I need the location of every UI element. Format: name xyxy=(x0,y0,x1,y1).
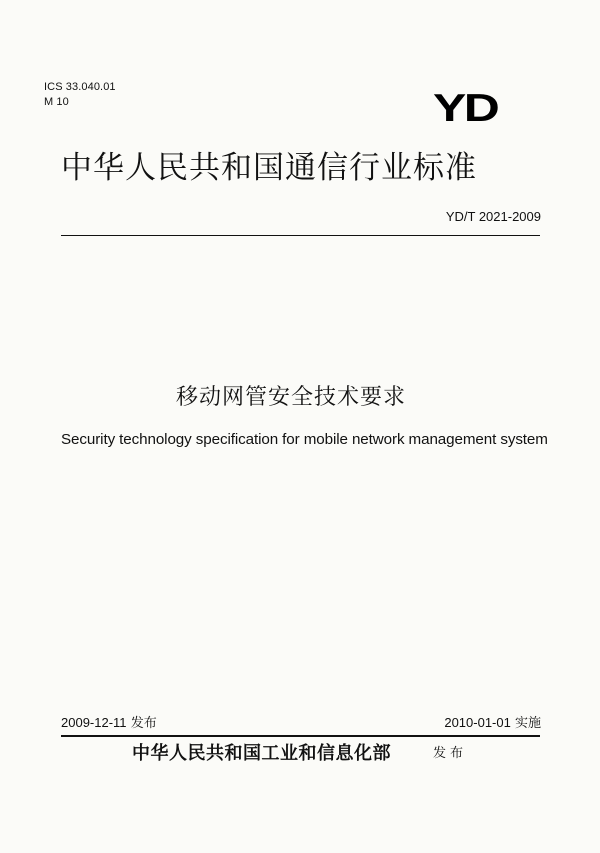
ics-code: ICS 33.040.01 xyxy=(44,81,116,93)
classification-codes xyxy=(44,80,116,110)
ccs-code: M 10 xyxy=(44,96,69,108)
implementation-label: 实施 xyxy=(514,716,541,731)
publisher-name: 中华人民共和国工业和信息化部 xyxy=(132,743,391,764)
standard-number: YD/T 2021-2009 xyxy=(445,209,541,224)
publisher-suffix: 发布 xyxy=(433,746,468,761)
bottom-divider xyxy=(61,735,540,737)
top-divider xyxy=(61,235,540,236)
issue-label: 发布 xyxy=(130,716,157,731)
chinese-document-title: 移动网管安全技术要求 xyxy=(176,385,407,410)
issue-date-line xyxy=(61,715,157,732)
industry-standard-title: 中华人民共和国通信行业标准 xyxy=(61,150,477,186)
yd-logo: YD xyxy=(433,87,498,130)
english-document-title: Security technology specification for mobile network management system xyxy=(61,431,548,448)
implementation-date-line xyxy=(444,715,541,732)
implementation-date: 2010-01-01 xyxy=(444,715,511,730)
issue-date: 2009-12-11 xyxy=(61,715,127,730)
